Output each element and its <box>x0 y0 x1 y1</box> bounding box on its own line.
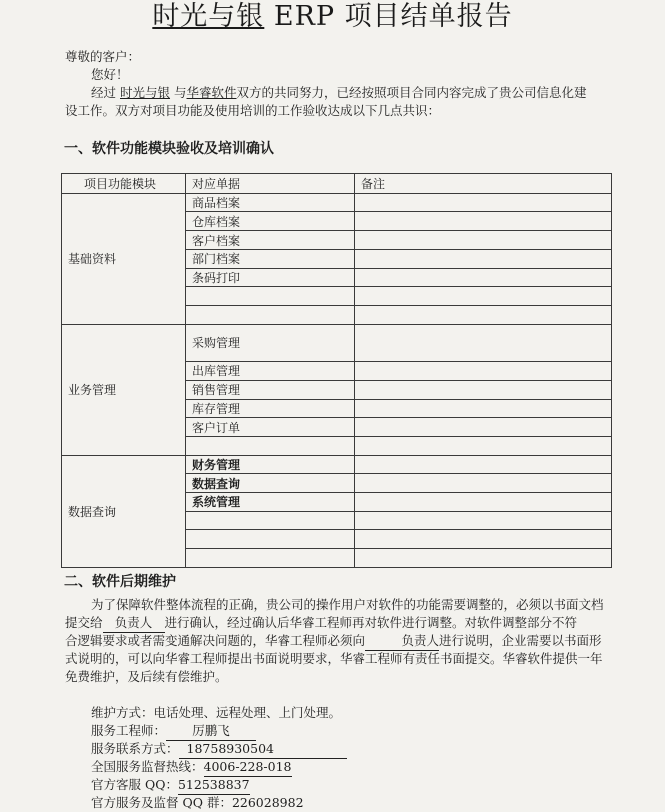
table-header-row <box>62 174 612 194</box>
company-b: 华睿软件 <box>186 85 237 100</box>
hello: 您好！ <box>91 67 129 82</box>
engineer-name: 厉鹏飞 <box>166 722 256 741</box>
document-cell: 部门档案 <box>186 249 355 268</box>
section-2-title: 二、软件后期维护 <box>64 574 176 590</box>
remark-cell <box>355 193 612 212</box>
intro-line-2: 设工作。双方对项目功能及使用培训的工作验收达成以下几点共识： <box>65 103 441 118</box>
section-1-title: 一、软件功能模块验收及培训确认 <box>64 141 274 157</box>
service-methods: 维护方式：电话处理、远程处理、上门处理。 <box>91 705 342 720</box>
remark-cell <box>355 418 612 437</box>
title-rest: ERP 项目结单报告 <box>264 1 513 32</box>
document-cell: 库存管理 <box>186 399 355 418</box>
service-phone: 服务联系方式： 18758930504 <box>91 740 347 759</box>
document-cell: 财务管理 <box>186 455 355 474</box>
remark-cell <box>355 231 612 250</box>
remark-cell <box>355 380 612 399</box>
maintenance-line-5: 免费维护，及后续有偿维护。 <box>65 669 228 684</box>
table-row <box>62 193 612 212</box>
hotline-number: 4006-228-018 <box>204 758 292 777</box>
maintenance-line-3: 合逻辑要求或者需变通解决问题的，华睿工程师必须向 负责人进行说明，企业需要以书面形 <box>65 632 602 651</box>
remark-cell <box>355 474 612 493</box>
document-cell: 商品档案 <box>186 193 355 212</box>
maintenance-line-1: 为了保障软件整体流程的正确，贵公司的操作用户对软件的功能需要调整的，必须以书面文档 <box>91 597 604 612</box>
table-header-cell: 项目功能模块 <box>62 174 186 194</box>
table-header-cell: 备注 <box>355 174 612 194</box>
remark-cell <box>355 287 612 306</box>
service-qq-group: 官方服务及监督 QQ 群：226028982 <box>91 795 304 810</box>
acceptance-table <box>61 173 612 568</box>
responsible-blank-2: 负责人 <box>365 632 439 651</box>
service-hotline: 全国服务监督热线：4006-228-018 <box>91 758 292 777</box>
module-cell: 基础资料 <box>62 193 186 324</box>
maintenance-line-4: 式说明的，可以向华睿工程师提出书面说明要求，华睿工程师有责任书面提交。华睿软件提供一年 <box>65 651 603 666</box>
responsible-blank-1: 负责人 <box>103 614 165 633</box>
remark-cell <box>355 511 612 530</box>
document-cell: 销售管理 <box>186 380 355 399</box>
document-cell: 采购管理 <box>186 324 355 361</box>
document-cell: 系统管理 <box>186 493 355 512</box>
document-cell <box>186 511 355 530</box>
title-brand: 时光与银 <box>152 1 265 32</box>
table-row <box>62 455 612 474</box>
document-cell: 条码打印 <box>186 268 355 287</box>
service-engineer: 服务工程师： 厉鹏飞 <box>91 722 256 741</box>
module-cell: 数据查询 <box>62 455 186 567</box>
document-cell <box>186 530 355 549</box>
phone-number: 18758930504 <box>179 740 347 759</box>
document-cell: 仓库档案 <box>186 212 355 231</box>
intro-line-1: 经过 时光与银 与华睿软件双方的共同努力，已经按照项目合同内容完成了贵公司信息化建 <box>91 85 587 100</box>
document-cell: 数据查询 <box>186 474 355 493</box>
remark-cell <box>355 212 612 231</box>
remark-cell <box>355 399 612 418</box>
remark-cell <box>355 530 612 549</box>
service-qq: 官方客服 QQ：512538837 <box>91 776 250 795</box>
remark-cell <box>355 362 612 381</box>
remark-cell <box>355 305 612 324</box>
document-cell <box>186 287 355 306</box>
remark-cell <box>355 268 612 287</box>
greeting: 尊敬的客户： <box>65 49 141 64</box>
remark-cell <box>355 549 612 568</box>
remark-cell <box>355 249 612 268</box>
remark-cell <box>355 436 612 455</box>
document-cell: 客户档案 <box>186 231 355 250</box>
document-cell <box>186 549 355 568</box>
company-a: 时光与银 <box>120 85 171 100</box>
document-cell: 客户订单 <box>186 418 355 437</box>
table-header-cell: 对应单据 <box>186 174 355 194</box>
page-title <box>0 0 665 33</box>
remark-cell <box>355 324 612 361</box>
remark-cell <box>355 455 612 474</box>
document-cell: 出库管理 <box>186 362 355 381</box>
document-cell <box>186 305 355 324</box>
maintenance-line-2: 提交给 负责人 进行确认，经过确认后华睿工程师再对软件进行调整。对软件调整部分不符 <box>65 614 577 633</box>
module-cell: 业务管理 <box>62 324 186 455</box>
remark-cell <box>355 493 612 512</box>
document-cell <box>186 436 355 455</box>
qq-number: 512538837 <box>178 776 250 795</box>
table-row <box>62 324 612 361</box>
